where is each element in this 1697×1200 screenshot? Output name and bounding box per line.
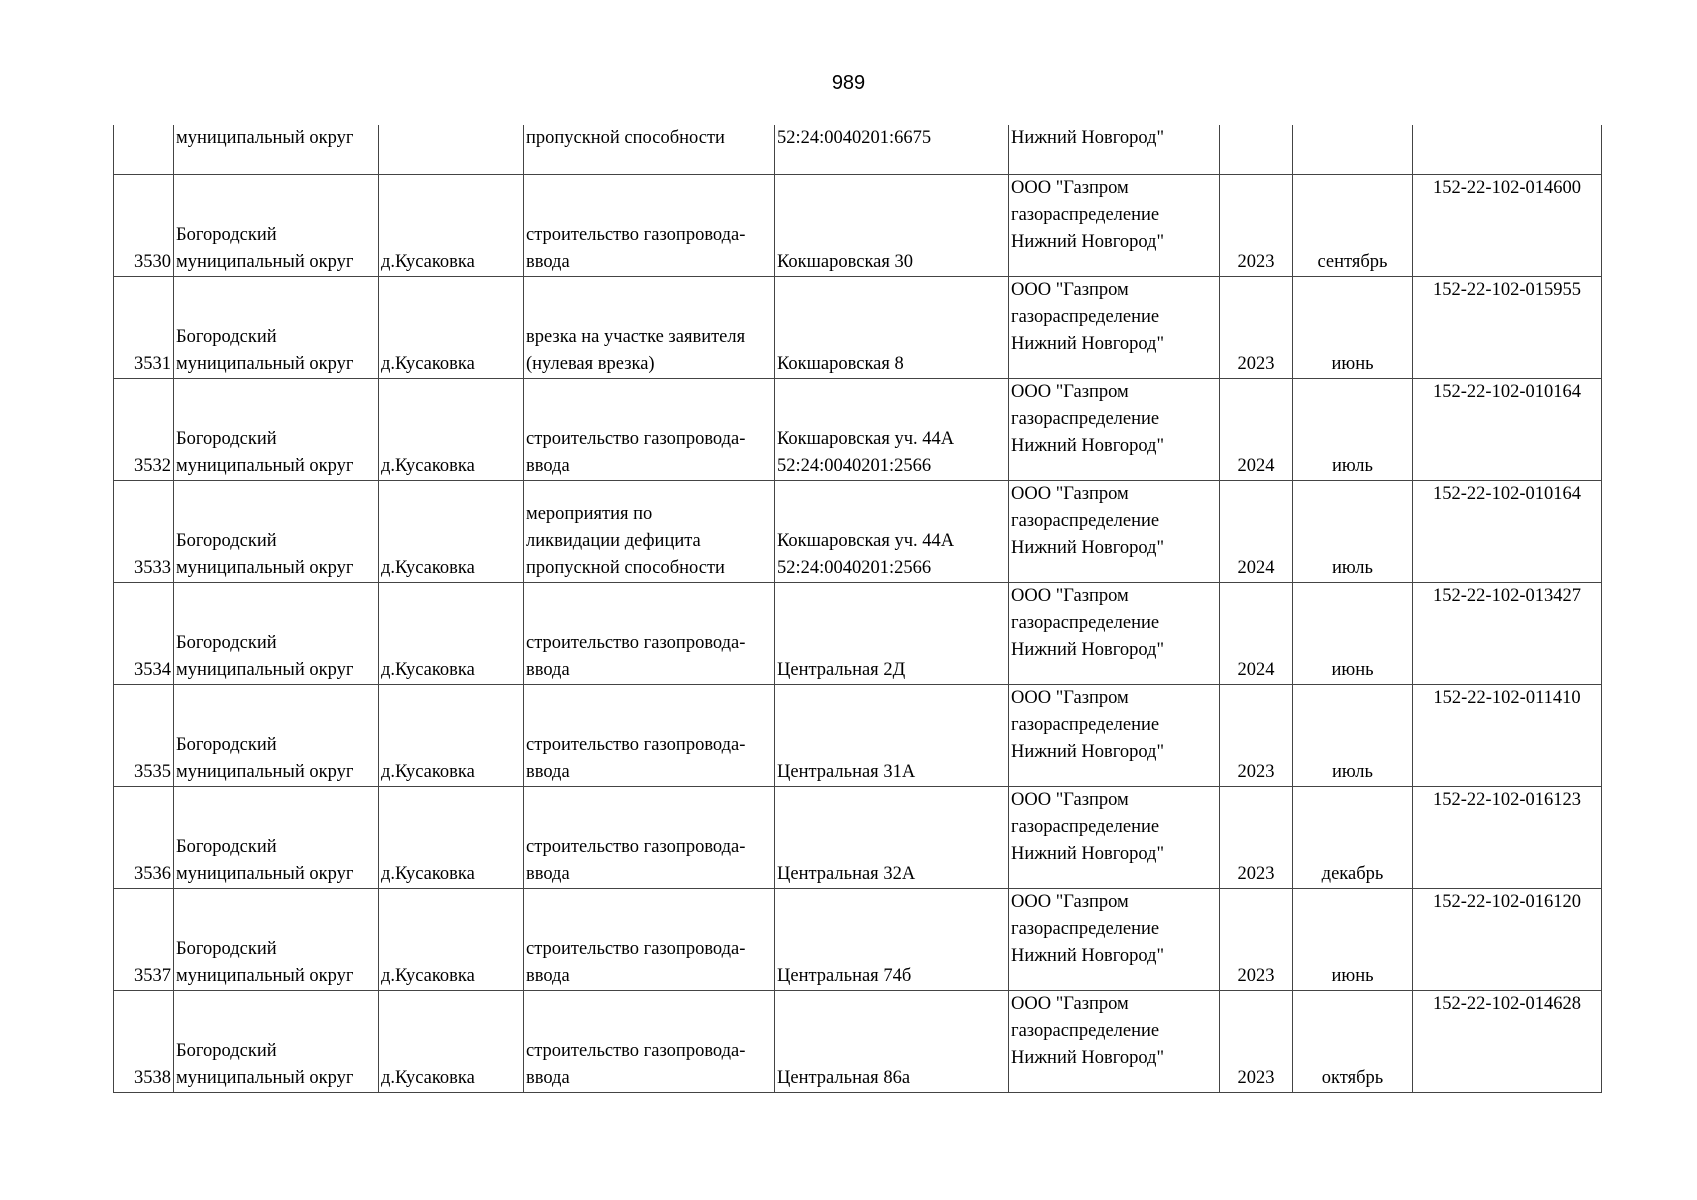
cell-month: июнь bbox=[1293, 583, 1413, 685]
cell-work-line: строительство газопровода- bbox=[526, 1041, 746, 1061]
cell-org-line: ООО "Газпром bbox=[1011, 892, 1129, 912]
cell-work bbox=[524, 379, 775, 481]
cell-work-line: строительство газопровода- bbox=[526, 225, 746, 245]
cell-org-line: ООО "Газпром bbox=[1011, 484, 1129, 504]
cell-org-line: Нижний Новгород" bbox=[1011, 1048, 1165, 1068]
cell-district bbox=[174, 583, 379, 685]
cell-district-line: Богородский bbox=[176, 939, 277, 959]
cell-org bbox=[1009, 787, 1220, 889]
cell-district bbox=[174, 685, 379, 787]
cell-district-line: муниципальный округ bbox=[176, 558, 354, 578]
cell-work bbox=[524, 787, 775, 889]
cell-address-line: Кокшаровская уч. 44А bbox=[777, 531, 955, 551]
cell-district bbox=[174, 991, 379, 1093]
cell-code: 152-22-102-010164 bbox=[1413, 379, 1602, 481]
table-row bbox=[114, 991, 1602, 1093]
cell-work-line: ввода bbox=[526, 660, 570, 680]
cell-locality: д.Кусаковка bbox=[379, 175, 524, 277]
cell-org bbox=[1009, 277, 1220, 379]
cell-num: 3533 bbox=[114, 481, 174, 583]
cell-org-line: газораспределение bbox=[1011, 205, 1160, 225]
cell-org-line: ООО "Газпром bbox=[1011, 382, 1129, 402]
cell-org-line: газораспределение bbox=[1011, 409, 1160, 429]
cell-address bbox=[775, 583, 1009, 685]
cell-address bbox=[775, 481, 1009, 583]
cell-work bbox=[524, 889, 775, 991]
cell-address-line: 52:24:0040201:2566 bbox=[777, 456, 932, 476]
cell-month bbox=[1293, 125, 1413, 175]
cell-year: 2023 bbox=[1220, 175, 1293, 277]
cell-code: 152-22-102-015955 bbox=[1413, 277, 1602, 379]
cell-work-line: ликвидации дефицита bbox=[526, 531, 701, 551]
table-row bbox=[114, 583, 1602, 685]
cell-org-line: ООО "Газпром bbox=[1011, 178, 1129, 198]
cell-work-line: врезка на участке заявителя bbox=[526, 327, 746, 347]
cell-address bbox=[775, 175, 1009, 277]
cell-work-line: строительство газопровода- bbox=[526, 429, 746, 449]
cell-org-line: ООО "Газпром bbox=[1011, 790, 1129, 810]
cell-code: 152-22-102-011410 bbox=[1413, 685, 1602, 787]
cell-num: 3530 bbox=[114, 175, 174, 277]
cell-org-line: Нижний Новгород" bbox=[1011, 334, 1165, 354]
cell-district-line: муниципальный округ bbox=[176, 1068, 354, 1088]
table-row bbox=[114, 685, 1602, 787]
cell-org bbox=[1009, 685, 1220, 787]
cell-district-line: Богородский bbox=[176, 225, 277, 245]
continuation-row bbox=[114, 125, 1602, 175]
cell-district-line: Богородский bbox=[176, 1041, 277, 1061]
cell-org-line: Нижний Новгород" bbox=[1011, 538, 1165, 558]
cell-district-line: Богородский bbox=[176, 735, 277, 755]
cell-org bbox=[1009, 991, 1220, 1093]
cell-org-line: Нижний Новгород" bbox=[1011, 232, 1165, 252]
cell-org-line: Нижний Новгород" bbox=[1011, 640, 1165, 660]
cell-code: 152-22-102-014600 bbox=[1413, 175, 1602, 277]
cell-district bbox=[174, 277, 379, 379]
cell-work-line: пропускной способности bbox=[526, 558, 725, 578]
cell-address bbox=[775, 889, 1009, 991]
cell-month: октябрь bbox=[1293, 991, 1413, 1093]
table-row bbox=[114, 277, 1602, 379]
cell-locality: д.Кусаковка bbox=[379, 787, 524, 889]
cell-org bbox=[1009, 481, 1220, 583]
cell-district-line: Богородский bbox=[176, 531, 277, 551]
cell-org bbox=[1009, 379, 1220, 481]
cell-locality: д.Кусаковка bbox=[379, 379, 524, 481]
cell-address-line: Центральная 32А bbox=[777, 864, 916, 884]
cell-address bbox=[775, 685, 1009, 787]
table-row bbox=[114, 787, 1602, 889]
cell-org-line: Нижний Новгород" bbox=[1011, 436, 1165, 456]
cell-address-line: Кокшаровская 30 bbox=[777, 252, 914, 272]
cell-org-line: газораспределение bbox=[1011, 919, 1160, 939]
cell-org-line: ООО "Газпром bbox=[1011, 688, 1129, 708]
cell-org-line: Нижний Новгород" bbox=[1011, 946, 1165, 966]
cell-address-line: Центральная 74б bbox=[777, 966, 912, 986]
cell-year: 2024 bbox=[1220, 481, 1293, 583]
cell-work-line: мероприятия по bbox=[526, 504, 653, 524]
cell-locality: д.Кусаковка bbox=[379, 889, 524, 991]
cell-address-line: 52:24:0040201:2566 bbox=[777, 558, 932, 578]
cell-district-line: муниципальный округ bbox=[176, 762, 354, 782]
table-body bbox=[114, 125, 1602, 1093]
cell-address-line: Центральная 86а bbox=[777, 1068, 911, 1088]
cell-district bbox=[174, 889, 379, 991]
cell-org-line: Нижний Новгород" bbox=[1011, 742, 1165, 762]
cell-code: 152-22-102-013427 bbox=[1413, 583, 1602, 685]
cell-district-line: муниципальный округ bbox=[176, 456, 354, 476]
cell-work-line: ввода bbox=[526, 252, 570, 272]
cell-district: муниципальный округ bbox=[174, 125, 379, 175]
cell-address-line: Кокшаровская 8 bbox=[777, 354, 904, 374]
cell-locality bbox=[379, 125, 524, 175]
cell-address bbox=[775, 277, 1009, 379]
cell-org-line: газораспределение bbox=[1011, 715, 1160, 735]
cell-work-line: строительство газопровода- bbox=[526, 837, 746, 857]
cell-district bbox=[174, 379, 379, 481]
cell-month: июнь bbox=[1293, 889, 1413, 991]
cell-month: июль bbox=[1293, 481, 1413, 583]
cell-district-line: муниципальный округ bbox=[176, 354, 354, 374]
cell-district bbox=[174, 481, 379, 583]
cell-district-line: Богородский bbox=[176, 837, 277, 857]
cell-district-line: муниципальный округ bbox=[176, 864, 354, 884]
cell-num: 3537 bbox=[114, 889, 174, 991]
cell-year: 2023 bbox=[1220, 685, 1293, 787]
table-row bbox=[114, 481, 1602, 583]
cell-district bbox=[174, 787, 379, 889]
cell-num: 3534 bbox=[114, 583, 174, 685]
cell-district bbox=[174, 175, 379, 277]
cell-address bbox=[775, 379, 1009, 481]
cell-work-line: ввода bbox=[526, 1068, 570, 1088]
cell-org-line: ООО "Газпром bbox=[1011, 280, 1129, 300]
cell-work bbox=[524, 277, 775, 379]
cell-work-line: строительство газопровода- bbox=[526, 633, 746, 653]
cell-work bbox=[524, 481, 775, 583]
cell-address: 52:24:0040201:6675 bbox=[775, 125, 1009, 175]
cell-district-line: Богородский bbox=[176, 327, 277, 347]
cell-year: 2023 bbox=[1220, 787, 1293, 889]
cell-work-line: (нулевая врезка) bbox=[526, 354, 655, 374]
cell-org bbox=[1009, 583, 1220, 685]
cell-work bbox=[524, 175, 775, 277]
cell-org: Нижний Новгород" bbox=[1009, 125, 1220, 175]
cell-org-line: Нижний Новгород" bbox=[1011, 844, 1165, 864]
cell-work bbox=[524, 991, 775, 1093]
cell-address bbox=[775, 787, 1009, 889]
cell-org-line: газораспределение bbox=[1011, 307, 1160, 327]
cell-work-line: ввода bbox=[526, 456, 570, 476]
cell-locality: д.Кусаковка bbox=[379, 991, 524, 1093]
cell-org bbox=[1009, 175, 1220, 277]
cell-district-line: муниципальный округ bbox=[176, 660, 354, 680]
cell-work-line: строительство газопровода- bbox=[526, 735, 746, 755]
cell-work-line: ввода bbox=[526, 864, 570, 884]
cell-district-line: муниципальный округ bbox=[176, 252, 354, 272]
cell-code: 152-22-102-014628 bbox=[1413, 991, 1602, 1093]
cell-num: 3531 bbox=[114, 277, 174, 379]
cell-work-line: строительство газопровода- bbox=[526, 939, 746, 959]
cell-district-line: Богородский bbox=[176, 429, 277, 449]
table-row bbox=[114, 379, 1602, 481]
cell-address-line: Центральная 31А bbox=[777, 762, 916, 782]
cell-district-line: муниципальный округ bbox=[176, 966, 354, 986]
cell-num: 3536 bbox=[114, 787, 174, 889]
table-row bbox=[114, 175, 1602, 277]
cell-num: 3535 bbox=[114, 685, 174, 787]
cell-address bbox=[775, 991, 1009, 1093]
cell-org-line: ООО "Газпром bbox=[1011, 586, 1129, 606]
cell-num bbox=[114, 125, 174, 175]
cell-code: 152-22-102-016120 bbox=[1413, 889, 1602, 991]
cell-org-line: ООО "Газпром bbox=[1011, 994, 1129, 1014]
cell-month: июль bbox=[1293, 685, 1413, 787]
cell-month: июль bbox=[1293, 379, 1413, 481]
cell-code: 152-22-102-010164 bbox=[1413, 481, 1602, 583]
cell-work-line: ввода bbox=[526, 966, 570, 986]
cell-year: 2024 bbox=[1220, 379, 1293, 481]
cell-address-line: Кокшаровская уч. 44А bbox=[777, 429, 955, 449]
cell-year bbox=[1220, 125, 1293, 175]
cell-work: пропускной способности bbox=[524, 125, 775, 175]
cell-locality: д.Кусаковка bbox=[379, 583, 524, 685]
cell-year: 2024 bbox=[1220, 583, 1293, 685]
cell-month: декабрь bbox=[1293, 787, 1413, 889]
registry-table bbox=[113, 125, 1602, 1093]
cell-work bbox=[524, 583, 775, 685]
cell-code: 152-22-102-016123 bbox=[1413, 787, 1602, 889]
cell-address-line: Центральная 2Д bbox=[777, 660, 906, 680]
cell-work bbox=[524, 685, 775, 787]
cell-year: 2023 bbox=[1220, 991, 1293, 1093]
cell-year: 2023 bbox=[1220, 889, 1293, 991]
cell-code bbox=[1413, 125, 1602, 175]
table-row bbox=[114, 889, 1602, 991]
cell-num: 3538 bbox=[114, 991, 174, 1093]
cell-locality: д.Кусаковка bbox=[379, 481, 524, 583]
cell-org-line: газораспределение bbox=[1011, 817, 1160, 837]
page-number: 989 bbox=[831, 72, 866, 94]
cell-district-line: Богородский bbox=[176, 633, 277, 653]
cell-org-line: газораспределение bbox=[1011, 613, 1160, 633]
cell-work-line: ввода bbox=[526, 762, 570, 782]
cell-org-line: газораспределение bbox=[1011, 511, 1160, 531]
cell-locality: д.Кусаковка bbox=[379, 685, 524, 787]
cell-org bbox=[1009, 889, 1220, 991]
cell-month: сентябрь bbox=[1293, 175, 1413, 277]
cell-num: 3532 bbox=[114, 379, 174, 481]
cell-month: июнь bbox=[1293, 277, 1413, 379]
cell-org-line: газораспределение bbox=[1011, 1021, 1160, 1041]
cell-locality: д.Кусаковка bbox=[379, 277, 524, 379]
cell-year: 2023 bbox=[1220, 277, 1293, 379]
